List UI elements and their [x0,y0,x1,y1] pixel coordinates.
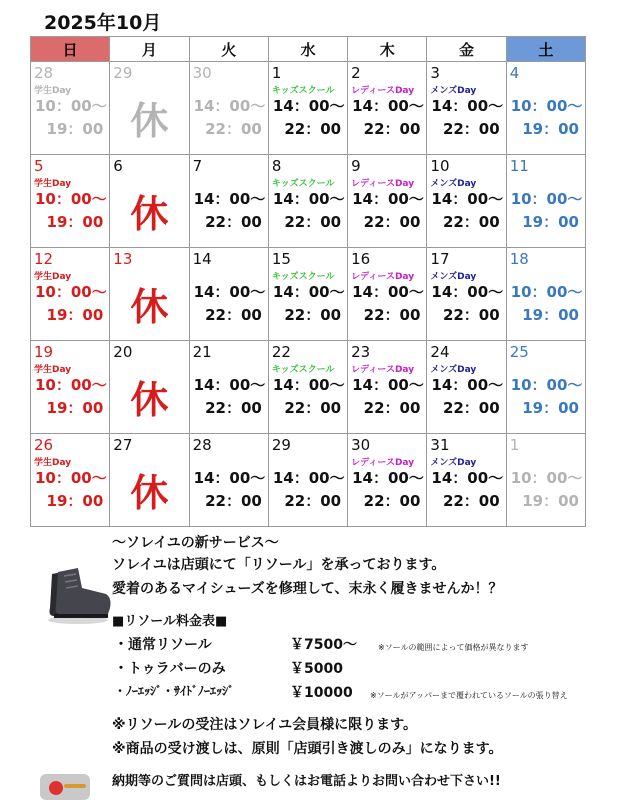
close-time: 19：00 [46,399,104,417]
open-time: 14：00〜 [272,283,345,301]
open-time: 10：00〜 [35,283,107,301]
event-badge: メンズDay [430,86,477,96]
day-number: 4 [509,64,520,82]
day-number: 10 [430,157,450,175]
calendar-week-row [31,248,586,341]
close-time: 22：00 [284,213,342,231]
event-badge: メンズDay [430,458,477,468]
close-time: 22：00 [205,213,262,231]
open-time: 10：00〜 [510,469,583,487]
day-number: 26 [34,436,54,454]
calendar-day-cell [31,434,110,527]
close-time: 22：00 [363,492,421,510]
event-badge: メンズDay [430,365,477,375]
open-time: 14：00〜 [193,97,266,115]
day-number: 1 [271,64,282,82]
open-time: 14：00〜 [272,97,345,115]
event-badge: 学生Day [34,86,72,96]
calendar-day-cell [506,62,585,155]
calendar-week-row [31,155,586,248]
event-badge: 学生Day [34,179,72,189]
open-time: 14：00〜 [431,469,504,487]
calendar-title: 2025年10月 [44,12,162,34]
closed-mark: 休 [130,471,169,515]
weekday-fri: 金 [427,37,506,62]
calendar-day-cell [189,248,268,341]
calendar-day-cell [268,248,347,341]
open-time: 14：00〜 [352,190,424,208]
price-note-2: ※ソールがアッパーまで覆われているソールの張り替え [370,691,568,700]
calendar-day-cell [506,434,585,527]
day-number: 6 [113,157,123,175]
day-number: 1 [509,436,520,454]
calendar-day-cell [348,434,427,527]
open-time: 10：00〜 [510,283,583,301]
open-time: 14：00〜 [352,97,424,115]
event-badge: レディースDay [351,365,415,375]
weekday-thu: 木 [348,37,427,62]
close-time: 22：00 [284,306,342,324]
close-time: 22：00 [205,399,262,417]
close-time: 19：00 [46,120,104,138]
closed-mark: 休 [130,99,169,143]
price-note-0: ※ソールの範囲によって価格が異なります [378,643,529,652]
weekday-sun: 日 [31,37,110,62]
calendar-day-cell [348,62,427,155]
price-value-0: ￥7500〜 [290,637,357,653]
close-time: 22：00 [205,120,262,138]
calendar-day-cell [348,155,427,248]
open-time: 14：00〜 [431,97,504,115]
day-number: 18 [509,250,529,268]
day-number: 21 [192,343,212,361]
event-badge: 学生Day [34,458,72,468]
close-time: 22：00 [363,399,421,417]
day-number: 25 [509,343,529,361]
calendar-day-cell [427,434,506,527]
day-number: 19 [34,343,54,361]
calendar-day-cell [268,434,347,527]
calendar-day-cell [31,248,110,341]
price-name-1: ・トゥラバーのみ [114,661,226,677]
calendar-day-cell [189,341,268,434]
price-value-2: ￥10000 [290,685,353,701]
open-time: 14：00〜 [352,283,424,301]
calendar-day-cell [268,341,347,434]
open-time: 14：00〜 [352,469,424,487]
close-time: 19：00 [522,306,579,324]
day-number: 13 [113,250,133,268]
calendar-day-cell [506,341,585,434]
day-number: 28 [192,436,212,454]
price-name-2: ・ﾉｰｴｯｼﾞ・ｻｲﾄﾞﾉｰｴｯｼﾞ [114,684,235,698]
event-badge: キッズスクール [271,272,335,282]
closed-mark: 休 [130,285,169,329]
note-inquiry: 納期等のご質問は店頭、もしくはお電話よりお問い合わせ下さい!! [112,774,501,789]
close-time: 22：00 [442,492,500,510]
day-number: 28 [34,64,54,82]
open-time: 14：00〜 [193,469,266,487]
event-badge: メンズDay [430,272,477,282]
event-badge: 学生Day [34,365,72,375]
day-number: 15 [271,250,291,268]
weekday-header-row [31,37,586,62]
open-time: 10：00〜 [510,376,583,394]
close-time: 19：00 [46,213,104,231]
calendar-day-cell [268,62,347,155]
day-number: 17 [430,250,450,268]
open-time: 10：00〜 [35,376,107,394]
event-badge: キッズスクール [271,179,335,189]
close-time: 22：00 [442,120,500,138]
close-time: 22：00 [363,306,421,324]
calendar-day-cell [189,62,268,155]
calendar-day-cell [427,341,506,434]
weekday-mon: 月 [110,37,189,62]
event-badge: レディースDay [351,458,415,468]
day-number: 27 [113,436,133,454]
day-number: 22 [271,343,291,361]
calendar-day-cell [31,341,110,434]
calendar-day-cell [506,248,585,341]
close-time: 22：00 [363,120,421,138]
price-heading: ■リソール料金表■ [112,614,228,629]
day-number: 23 [351,343,371,361]
day-number: 30 [192,64,212,82]
price-name-0: ・通常リソール [114,637,212,653]
event-badge: 学生Day [34,272,72,282]
close-time: 19：00 [522,492,579,510]
service-line-2: 愛着のあるマイシューズを修理して、末永く履きませんか！？ [112,581,503,597]
day-number: 9 [351,157,361,175]
day-number: 7 [192,157,203,175]
event-badge: メンズDay [430,179,477,189]
calendar-day-cell [189,434,268,527]
event-badge: キッズスクール [271,86,335,96]
close-time: 19：00 [46,492,104,510]
day-number: 5 [34,157,44,175]
open-time: 14：00〜 [193,190,266,208]
open-time: 10：00〜 [35,469,107,487]
calendar-day-cell [110,341,189,434]
calendar-day-cell [110,434,189,527]
open-time: 14：00〜 [193,376,266,394]
event-badge: キッズスクール [271,365,335,375]
day-number: 14 [192,250,212,268]
calendar-day-cell [427,62,506,155]
close-time: 22：00 [284,399,342,417]
day-number: 11 [509,157,529,175]
day-number: 20 [113,343,133,361]
weekday-tue: 火 [189,37,268,62]
close-time: 22：00 [205,492,262,510]
day-number: 12 [34,250,54,268]
open-time: 10：00〜 [35,190,107,208]
calendar-day-cell [31,155,110,248]
calendar-day-cell [110,248,189,341]
close-time: 22：00 [284,492,342,510]
closed-mark: 休 [130,192,169,236]
event-badge: レディースDay [351,86,415,96]
day-number: 31 [430,436,450,454]
calendar-day-cell [110,155,189,248]
close-time: 19：00 [46,306,104,324]
calendar-day-cell [189,155,268,248]
boot-icon [42,560,114,626]
open-time: 14：00〜 [272,376,345,394]
open-time: 14：00〜 [272,469,345,487]
close-time: 22：00 [363,213,421,231]
event-badge: レディースDay [351,272,415,282]
open-time: 14：00〜 [431,190,504,208]
open-time: 10：00〜 [510,97,583,115]
calendar-table [30,36,586,527]
day-number: 29 [113,64,133,82]
weekday-wed: 水 [268,37,347,62]
price-value-1: ￥5000 [290,661,343,677]
open-time: 14：00〜 [272,190,345,208]
close-time: 22：00 [442,399,500,417]
open-time: 10：00〜 [35,97,107,115]
event-badge: レディースDay [351,179,415,189]
open-time: 14：00〜 [431,376,504,394]
close-time: 19：00 [522,399,579,417]
calendar-day-cell [110,62,189,155]
calendar-day-cell [427,155,506,248]
close-time: 22：00 [442,213,500,231]
calendar-day-cell [268,155,347,248]
calendar-day-cell [506,155,585,248]
day-number: 16 [351,250,371,268]
close-time: 19：00 [522,120,579,138]
note-store-pickup: ※商品の受け渡しは、原則「店頭引き渡しのみ」になります。 [112,741,503,757]
service-heading: 〜ソレイユの新サービス〜 [112,535,279,551]
close-time: 22：00 [284,120,342,138]
calendar-day-cell [348,248,427,341]
calendar-day-cell [348,341,427,434]
day-number: 8 [271,157,282,175]
close-time: 22：00 [205,306,262,324]
close-time: 22：00 [442,306,500,324]
open-time: 14：00〜 [193,283,266,301]
day-number: 2 [351,64,361,82]
open-time: 14：00〜 [352,376,424,394]
close-time: 19：00 [522,213,579,231]
calendar-day-cell [427,248,506,341]
repair-tools-icon [38,770,98,800]
open-time: 14：00〜 [431,283,504,301]
day-number: 3 [430,64,440,82]
weekday-sat: 土 [506,37,585,62]
day-number: 29 [271,436,291,454]
service-line-1: ソレイユは店頭にて「リソール」を承っております。 [112,557,446,573]
calendar-week-row [31,341,586,434]
open-time: 10：00〜 [510,190,583,208]
note-member-only: ※リソールの受注はソレイユ会員様に限ります。 [112,717,417,733]
calendar-day-cell [31,62,110,155]
calendar-week-row [31,62,586,155]
closed-mark: 休 [130,378,169,422]
day-number: 24 [430,343,450,361]
calendar-week-row [31,434,586,527]
day-number: 30 [351,436,371,454]
